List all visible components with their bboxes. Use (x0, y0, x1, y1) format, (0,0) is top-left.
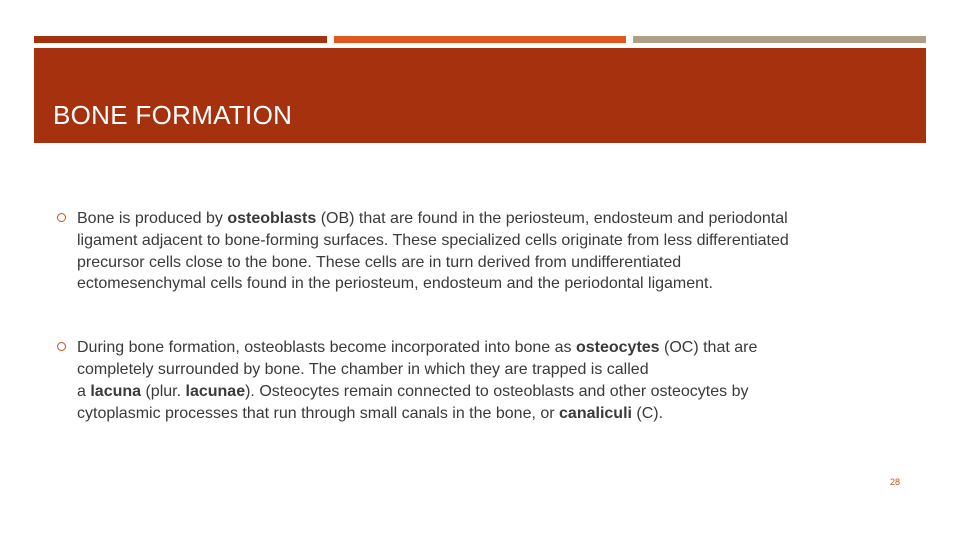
text: a (77, 382, 91, 400)
accent-bar-dark (34, 36, 327, 43)
term-canaliculi: canaliculi (559, 404, 632, 422)
term-lacuna: lacuna (90, 382, 142, 400)
term-osteoblasts: osteoblasts (227, 210, 317, 227)
title-band (34, 48, 926, 143)
term-osteocytes: osteocytes (575, 339, 660, 357)
text: (OB) that are found in the periosteum, endosteum and periodontal (316, 210, 788, 227)
circle-bullet-icon (57, 342, 66, 351)
text: precursor cells close to the bone. These cells are in turn derived from undifferentiated (77, 253, 682, 271)
text: (OC) that are (659, 339, 758, 357)
text: During bone formation, osteoblasts become incorporated into bone as (77, 339, 576, 357)
text: Bone is produced by (77, 210, 228, 227)
slide-title: BONE FORMATION (53, 100, 293, 130)
bullet-osteocytes (57, 337, 897, 424)
slide-content (57, 208, 897, 424)
circle-bullet-icon (57, 213, 66, 222)
text: (plur. (141, 382, 186, 400)
bullet-osteoblasts (57, 208, 897, 295)
text: completely surrounded by bone. The chamber in which they are trapped is called (77, 360, 649, 378)
text: (C). (631, 404, 664, 422)
text: ). Osteocytes remain connected to osteoblasts and other osteocytes by (245, 382, 749, 400)
term-lacunae: lacunae (185, 382, 246, 400)
accent-bar-tan (633, 36, 926, 43)
text: ligament adjacent to bone-forming surfaces. These specialized cells originate from less differentiated (77, 231, 789, 249)
text: ectomesenchymal cells found in the periosteum, endosteum and the periodontal ligament. (77, 275, 713, 293)
text: cytoplasmic processes that run through small canals in the bone, or (77, 404, 560, 422)
page-number: 28 (889, 477, 900, 487)
accent-bar-orange (334, 36, 626, 43)
